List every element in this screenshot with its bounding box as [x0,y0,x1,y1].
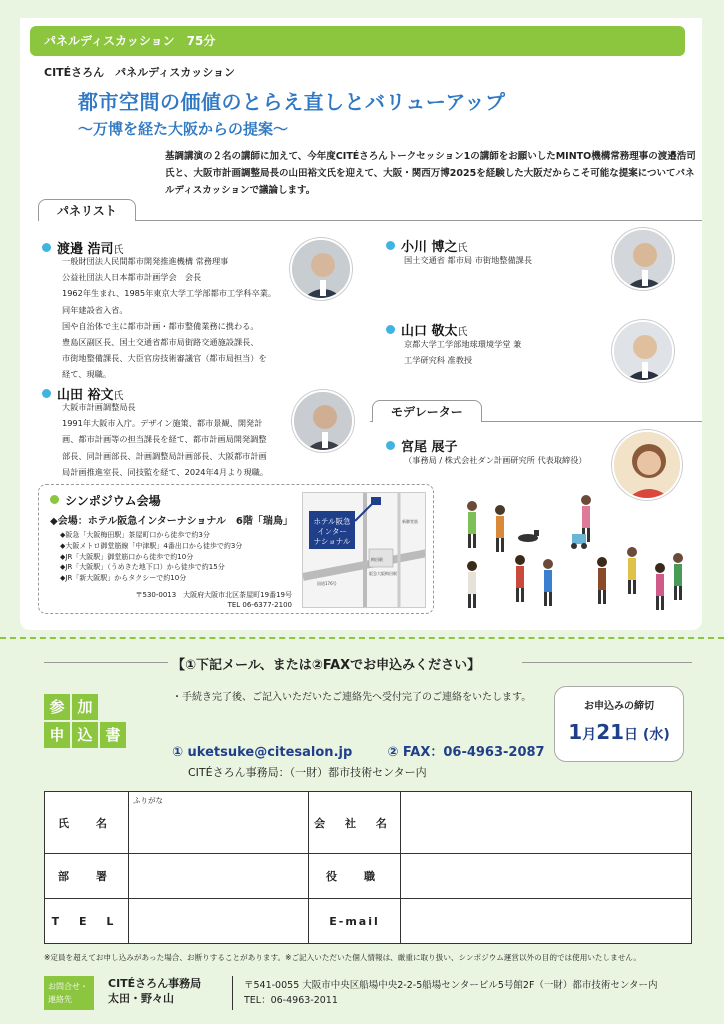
people-illustration [452,488,688,618]
deadline-label: お申込みの締切 [584,701,654,712]
fax-number: ② FAX：06-4963-2087 [387,745,545,760]
heading-rule-left [44,662,168,663]
panelist-bio-1: 一般財団法人民間都市開発推進機構 常務理事 公益社団法人日本都市計画学会 会長 1962年生まれ、1985年東京大学工学部都市工学科卒業。 同年建設省入省。 国や自治体で主に都市計画・都市整備業務に携わる。 豊島区副区長、国土交通省都市局街路交通施設課長、 市街地整備課長、大臣官房技術審議官（都市局担当）を 経て、現職。 [62,256,277,380]
access-item: ◆大阪メトロ御堂筋線「中津駅」4番出口から徒歩で約3分 [60,541,243,550]
panelist-photo-1 [290,238,352,300]
access-item: ◆JR「大阪駅」（うめきた地下口）から徒歩で約15分 [60,563,225,572]
moderator-name: 宮尾 展子 [386,436,458,455]
tel-label: T E L [45,899,129,944]
name-label: 氏 名 [45,792,129,854]
map-road-label: 国道176号 [317,581,337,586]
bullet-dot-icon [386,441,395,450]
company-field[interactable] [401,792,692,854]
bullet-dot-icon [386,325,395,334]
access-item: ◆阪急「大阪梅田駅」茶屋町口から徒歩で約3分 [60,531,210,539]
bullet-dot-icon [42,243,51,252]
panelist-section-label: パネリスト [38,199,136,221]
contact-tag: お問合せ・連絡先 [44,976,94,1010]
application-form-badge: 参 加 申 込 書 [44,694,128,750]
department-field[interactable] [129,854,309,899]
email-label: E-mail [309,899,401,944]
office-line: CITÉさろん事務局：（一財）都市技術センター内 [188,766,427,779]
apply-heading: 【①下記メール、または②FAXでお申込みください】 [172,658,481,673]
panelist-name-2: 山田 裕文氏 [42,384,124,403]
bullet-dot-icon [50,495,59,504]
cut-line [0,637,724,639]
map-hotel-label: ホテル阪急 [313,517,351,526]
footer-office: CITÉさろん事務局 太田・野々山 [108,977,202,1005]
map-hotel-label: ナショナル [313,537,351,546]
venue-title: シンポジウム会場 [50,492,161,509]
email-link[interactable]: ① uketsuke@citesalon.jp [172,745,353,760]
panelist-name-3: 小川 博之氏 [386,236,468,255]
heading-rule-right [522,662,692,663]
page-subtitle: ～万博を経た大阪からの提案～ [78,120,289,138]
department-label: 部 署 [45,854,129,899]
intro-text: 基調講演の２名の講師に加えて、今年度CITÉさろんトークセッション1の講師をお願いしたMINTO機構常務理事の渡邉浩司氏と、大阪市計画調整局長の山田裕文氏を迎えて、大阪・関西万博2025を経験した大阪だからこそ可能な提案についてパネルディスカッションで議論します。 [165,151,696,196]
access-item: ◆JR「大阪駅」御堂筋口から徒歩で約10分 [60,552,194,561]
panelist-name-4: 山口 敬太氏 [386,320,468,339]
pedestrian-figures [467,495,683,610]
email-field[interactable] [401,899,692,944]
map-road-label: 新御堂筋 [402,519,418,524]
deadline-date: 1月21日 (水) [568,720,670,744]
venue-address: 〒530-0013 大阪府大阪市北区茶屋町19番19号 TEL 06-6377-2100 [135,591,292,609]
moderator-section-label: モデレーター [372,400,482,422]
access-item: ◆JR「新大阪駅」からタクシーで約10分 [60,574,187,583]
footer-divider [232,976,233,1010]
panelist-bio-4: 京都大学工学部地球環境学堂 兼 工学研究科 准教授 [404,339,522,366]
position-field[interactable] [401,854,692,899]
map-station-label: 梅田駅 [371,557,383,562]
position-label: 役 職 [309,854,401,899]
venue-map [302,492,426,608]
panelist-divider [38,220,702,221]
venue-hall: ◆会場：ホテル阪急インターナショナル 6階「瑞鳥」 [50,516,293,527]
session-banner: パネルディスカッション 75分 [30,26,685,56]
panelist-bio-2: 大阪市計画調整局長 1991年大阪市入庁。デザイン施策、都市景観、開発計 画、都市計画等の担当課長を経て、都市計画局開発調整 部長、同計画部長、計画調整局計画部長、大阪都市計画 局計画推進室長、同技監を経て、2024年4月より現職。 [62,402,269,477]
map-hotel-label: インター [317,527,347,536]
name-field[interactable] [129,792,309,854]
map-road-label: 阪急大阪梅田駅 [369,571,397,576]
panelist-photo-3 [612,228,674,290]
company-label: 会 社 名 [309,792,401,854]
completion-notice: ・手続き完了後、ご記入いただいたご連絡先へ受付完了のご連絡をいたします。 [172,692,532,703]
contact-line [172,741,545,760]
bullet-dot-icon [386,241,395,250]
panelist-name-1: 渡邉 浩司氏 [42,238,124,257]
panelist-photo-4 [612,320,674,382]
footer-address: 〒541-0055 大阪市中央区船場中央2-2-5船場センタービル5号館2F（一財）都市技術センター内 TEL：06-4963-2011 [244,980,658,1006]
tel-field[interactable] [129,899,309,944]
access-list [60,530,242,584]
series-label: CITÉさろん パネルディスカッション [44,66,235,79]
panelist-bio-3: 国土交通省 都市局 市街地整備課長 [404,255,533,265]
page-title: 都市空間の価値のとらえ直しとバリューアップ [78,90,506,114]
moderator-bio: （事務局 / 株式会社ダン計画研究所 代表取締役） [404,455,587,465]
privacy-note: ※定員を超えてお申し込みがあった場合、お断りすることがあります。※ご記入いただいた個人情報は、厳重に取り扱い、シンポジウム運営以外の目的では使用いたしません。 [44,953,641,962]
bullet-dot-icon [42,389,51,398]
panelist-photo-2 [292,390,354,452]
furigana-label: ふりがな [133,796,163,805]
application-form [44,791,692,944]
